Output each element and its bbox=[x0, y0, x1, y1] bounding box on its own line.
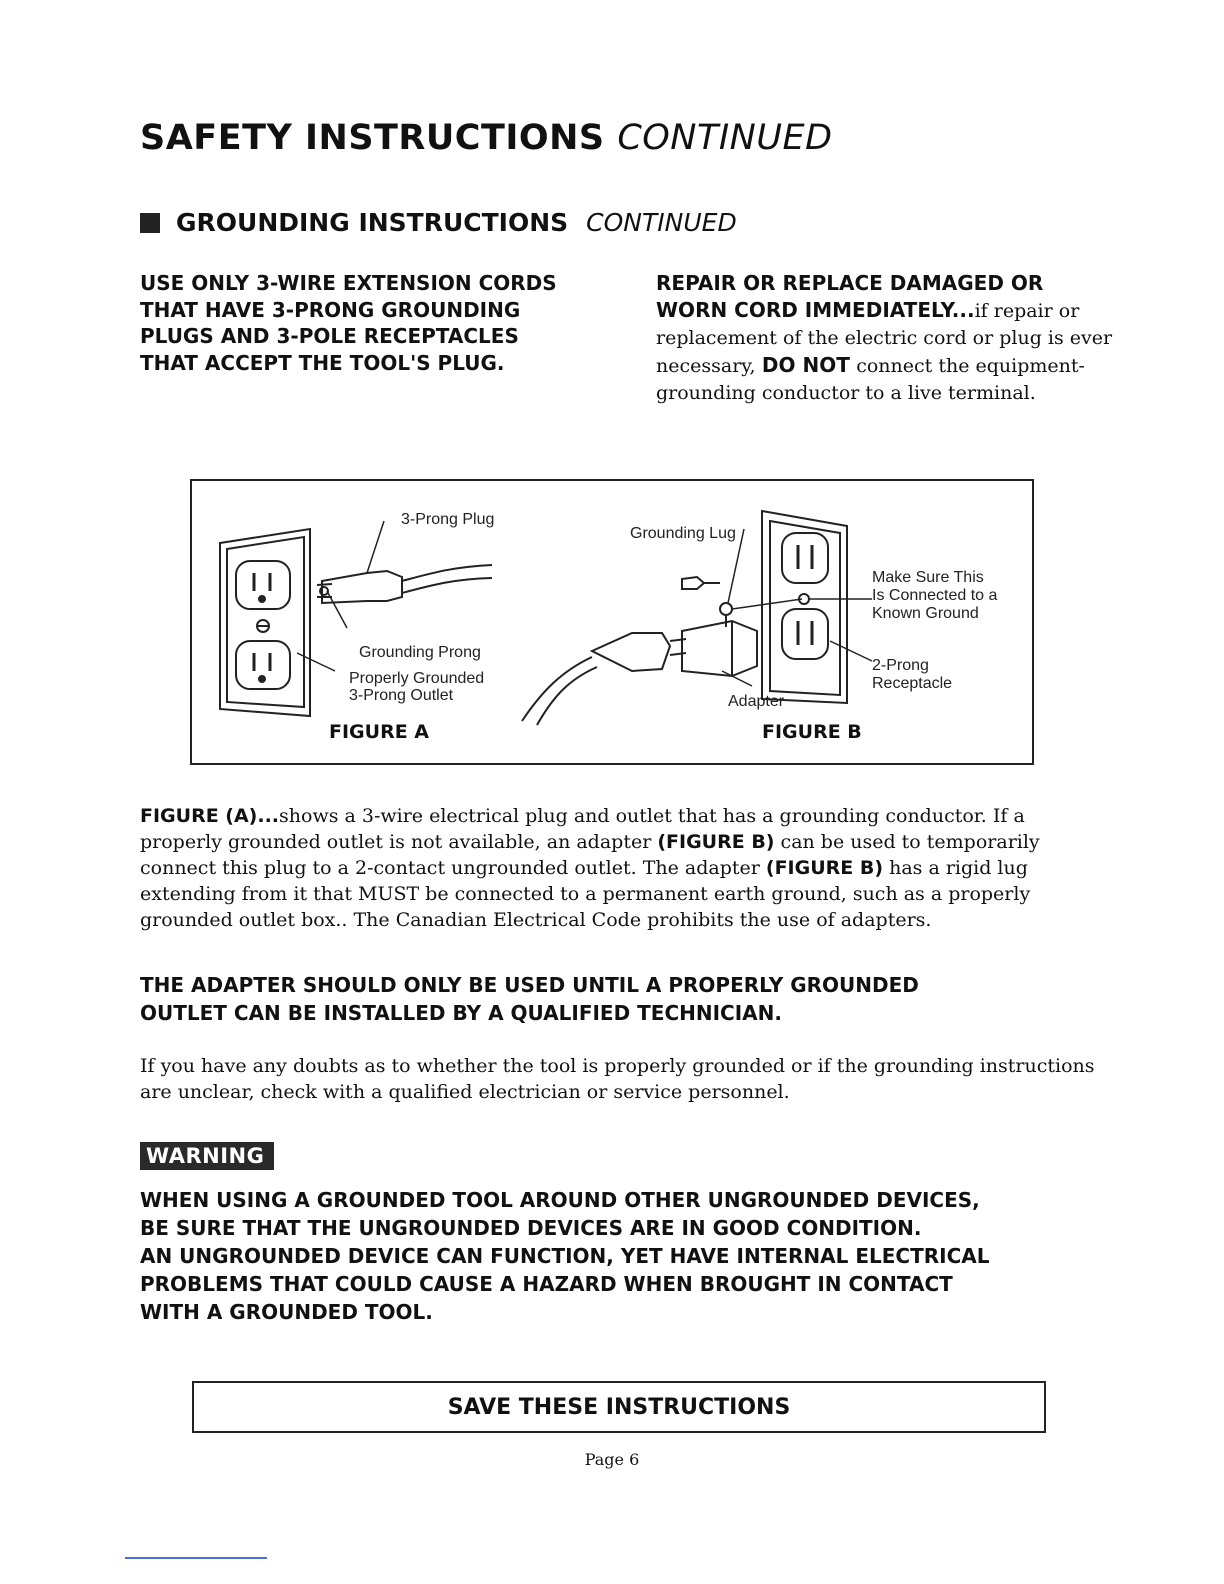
label-is-connected: Is Connected to a bbox=[872, 587, 998, 604]
extension-cord-warning bbox=[140, 270, 620, 376]
warning-text bbox=[140, 1186, 1140, 1326]
section-bullet-icon bbox=[140, 213, 160, 233]
label-properly-grounded: Properly Grounded bbox=[349, 670, 485, 687]
extension-cord-line: USE ONLY 3-WIRE EXTENSION CORDS bbox=[140, 271, 557, 295]
doubts-paragraph: If you have any doubts as to whether the tool is properly grounded or if the grounding instructions are unclear, check with a qualified electrician or service personnel. bbox=[140, 1055, 1095, 1103]
grounded-outlet-icon bbox=[220, 529, 310, 716]
warning-line: BE SURE THAT THE UNGROUNDED DEVICES ARE IN GOOD CONDITION. bbox=[140, 1216, 922, 1240]
repair-cord-note bbox=[656, 270, 1126, 407]
repair-donot: DO NOT bbox=[761, 352, 850, 377]
figure-box bbox=[190, 479, 1034, 765]
para1-text1: shows a 3-wire electrical plug and outlet that has a grounding conductor. If a properly grounded outlet is not available, an adapter bbox=[140, 805, 1025, 853]
bottom-divider bbox=[125, 1557, 267, 1559]
adapter-note-line: THE ADAPTER SHOULD ONLY BE USED UNTIL A PROPERLY GROUNDED bbox=[140, 973, 919, 997]
page-title bbox=[140, 118, 833, 158]
extension-cord-line: THAT HAVE 3-PRONG GROUNDING bbox=[140, 297, 521, 322]
section-title: GROUNDING INSTRUCTIONS bbox=[176, 208, 569, 237]
extension-cord-line: THAT ACCEPT THE TOOL'S PLUG. bbox=[140, 350, 505, 375]
label-3-prong-plug: 3-Prong Plug bbox=[401, 511, 495, 528]
section-heading bbox=[140, 208, 737, 237]
page-number: Page 6 bbox=[584, 1450, 640, 1469]
save-instructions-text: SAVE THESE INSTRUCTIONS bbox=[447, 1394, 791, 1420]
adapter-note bbox=[140, 971, 1100, 1027]
repair-heading-line2: WORN CORD IMMEDIATELY... bbox=[656, 297, 975, 322]
figure-a-lead: FIGURE (A)... bbox=[140, 805, 280, 827]
warning-line: WITH A GROUNDED TOOL. bbox=[140, 1300, 433, 1324]
save-instructions-box bbox=[192, 1381, 1046, 1433]
warning-line: AN UNGROUNDED DEVICE CAN FUNCTION, YET HAVE INTERNAL ELECTRICAL bbox=[140, 1244, 990, 1268]
warning-line: WHEN USING A GROUNDED TOOL AROUND OTHER UNGROUNDED DEVICES, bbox=[140, 1188, 980, 1212]
figure-b-ref1: (FIGURE B) bbox=[657, 831, 775, 853]
extension-cord-line: PLUGS AND 3-POLE RECEPTACLES bbox=[140, 324, 519, 348]
figure-b-caption: FIGURE B bbox=[762, 721, 862, 743]
figure-a-caption: FIGURE A bbox=[329, 721, 430, 743]
page-title-continued: CONTINUED bbox=[617, 118, 833, 158]
label-3-prong-outlet: 3-Prong Outlet bbox=[349, 687, 454, 704]
para1-text3: has a rigid lug extending from it that MUST be connected to a permanent earth ground, such as a properly grounded outlet box.. The Canadian Electrical Code prohibits the use of adapters. bbox=[140, 857, 1031, 931]
label-receptacle: Receptacle bbox=[872, 675, 953, 692]
figure-illustration bbox=[192, 481, 1032, 763]
plug-cord-icon bbox=[522, 633, 752, 725]
repair-text1: if repair or replacement of the electric cord or plug is ever necessary, bbox=[656, 299, 1113, 377]
figure-explanation bbox=[140, 803, 1100, 933]
two-prong-receptacle-icon bbox=[762, 511, 872, 703]
repair-text2: connect the equipment-grounding conductor to a live terminal. bbox=[656, 354, 1085, 404]
label-adapter: Adapter bbox=[728, 693, 785, 710]
section-continued: CONTINUED bbox=[586, 208, 737, 237]
warning-line: PROBLEMS THAT COULD CAUSE A HAZARD WHEN BROUGHT IN CONTACT bbox=[140, 1272, 953, 1296]
label-known-ground: Known Ground bbox=[872, 605, 979, 622]
para1-text2: can be used to temporarily connect this plug to a 2-contact ungrounded outlet. The adapter bbox=[140, 831, 1040, 879]
label-make-sure: Make Sure This bbox=[872, 569, 984, 586]
label-grounding-prong: Grounding Prong bbox=[359, 644, 481, 661]
label-2-prong: 2-Prong bbox=[872, 657, 929, 674]
label-grounding-lug: Grounding Lug bbox=[630, 525, 736, 542]
page-title-main: SAFETY INSTRUCTIONS bbox=[140, 118, 605, 158]
figure-b-ref2: (FIGURE B) bbox=[765, 857, 884, 879]
warning-badge: WARNING bbox=[140, 1142, 274, 1170]
repair-heading-line1: REPAIR OR REPLACE DAMAGED OR bbox=[656, 271, 1044, 295]
adapter-note-line: OUTLET CAN BE INSTALLED BY A QUALIFIED TECHNICIAN. bbox=[140, 1001, 782, 1025]
